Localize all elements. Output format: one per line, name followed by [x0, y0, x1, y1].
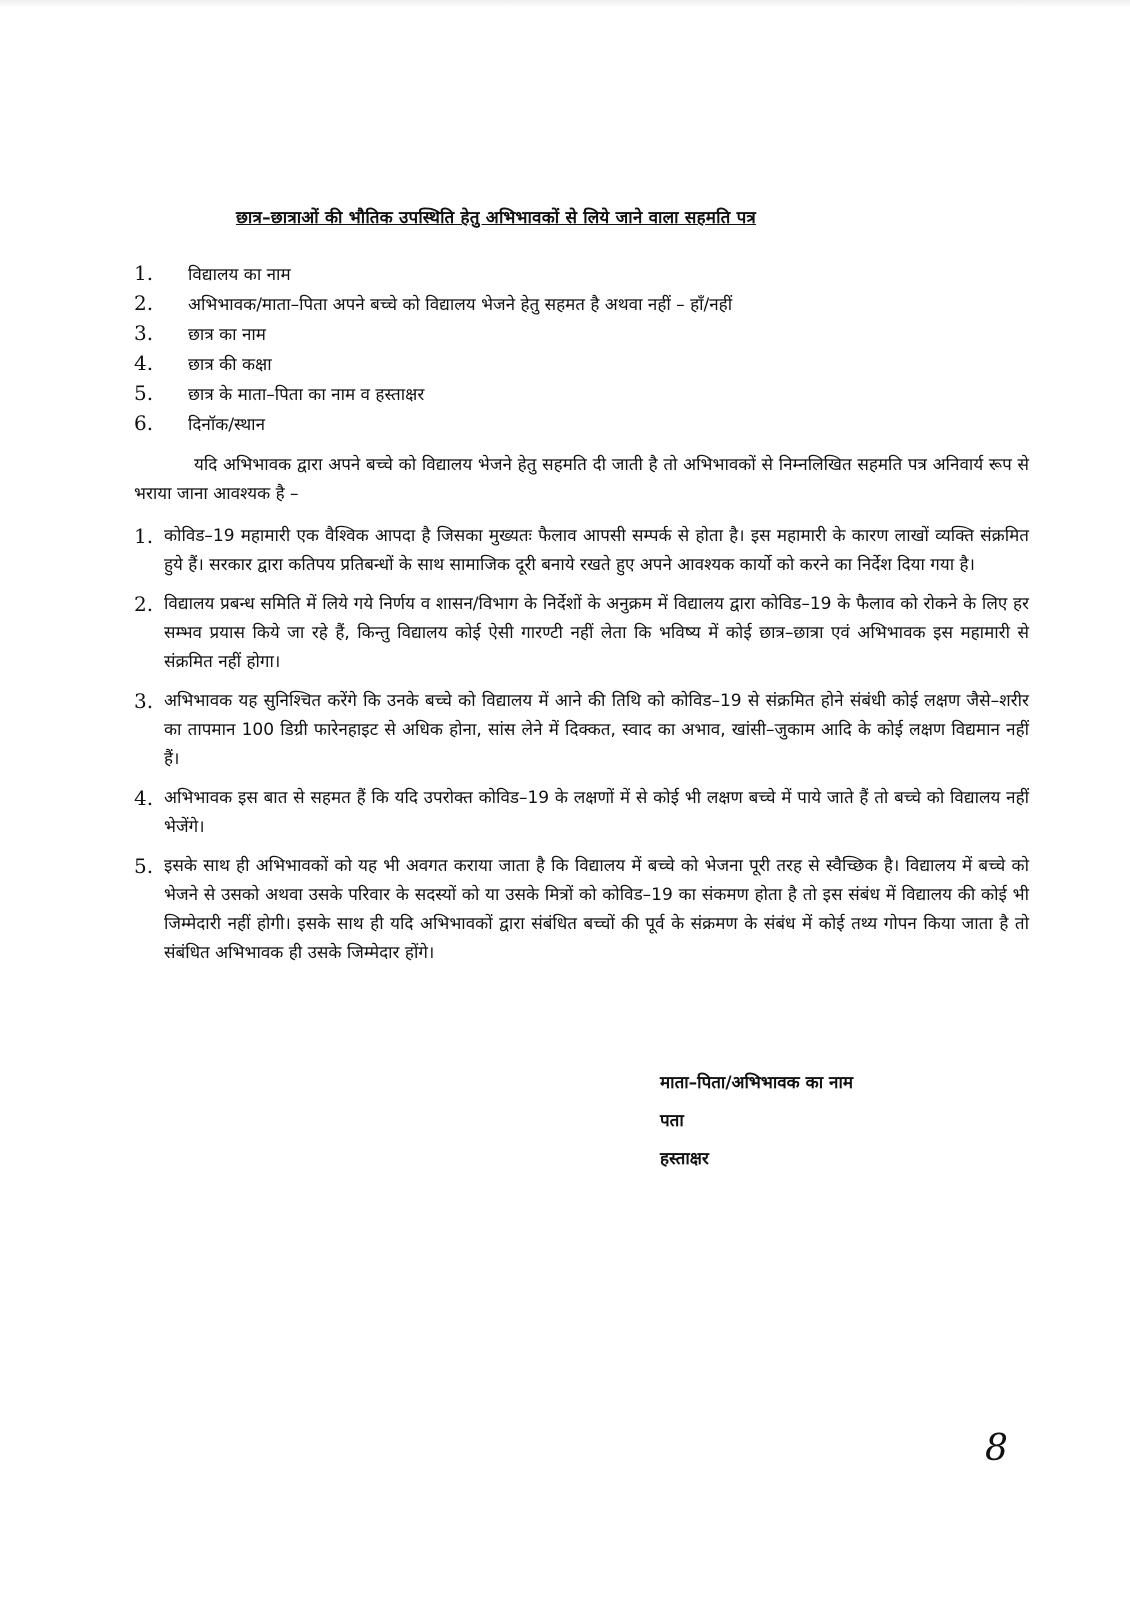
field-label: दिनॉक/स्थान [188, 414, 266, 435]
form-field-list [134, 258, 1034, 438]
form-field [134, 258, 1034, 288]
point-text: अभिभावक यह सुनिश्चित करेंगे कि उनके बच्चे को विद्यालय में आने की तिथि को कोविड–19 से संक्रमित होने संबंधी कोई लक्षण जैसे–शरीर का तापमान 100 डिग्री फारेनहाइट से अधिक होना, सांस लेने में दिक्कत, स्वाद का अभाव, खांसी–जुकाम आदि के कोई लक्षण विद्यमान नहीं हैं। [164, 691, 1029, 769]
point-number: 5. [134, 854, 154, 878]
point-number: 1. [134, 524, 154, 548]
scan-edge [0, 0, 1130, 8]
point-text: कोविड–19 महामारी एक वैश्विक आपदा है जिसका मुख्यतः फैलाव आपसी सम्पर्क से होता है। इस महामारी के कारण लाखों व्यक्ति संक्रमित हुये हैं। सरकार द्वारा कतिपय प्रतिबन्धों के साथ सामाजिक दूरी बनाये रखते हुए अपने आवश्यक कार्यो को करने का निर्देश दिया गया है। [164, 526, 1029, 575]
consent-points-list [134, 522, 1029, 968]
point-number: 4. [134, 786, 154, 810]
signature-label: हस्ताक्षर [660, 1149, 709, 1169]
page-number: 8 [985, 1428, 1008, 1469]
consent-point [134, 522, 1029, 580]
consent-point [134, 590, 1029, 677]
guardian-name-label: माता–पिता/अभिभावक का नाम [660, 1073, 854, 1093]
field-number: 4. [134, 351, 154, 375]
form-field [134, 378, 1034, 408]
signature-block [660, 1070, 990, 1184]
field-label: अभिभावक/माता–पिता अपने बच्चे को विद्यालय भेजने हेतु सहमत है अथवा नहीं – हाँ/नहीं [188, 294, 733, 315]
point-number: 3. [134, 689, 154, 713]
field-label: छात्र के माता–पिता का नाम व हस्ताक्षर [188, 384, 425, 405]
field-label: छात्र का नाम [188, 324, 266, 345]
consent-point [134, 784, 1029, 842]
point-number: 2. [134, 592, 154, 616]
consent-point [134, 687, 1029, 774]
form-field [134, 408, 1034, 438]
point-text: विद्यालय प्रबन्ध समिति में लिये गये निर्णय व शासन/विभाग के निर्देशों के अनुक्रम में विद्यालय द्वारा कोविड–19 के फैलाव को रोकने के लिए हर सम्भव प्रयास किये जा रहे हैं, किन्तु विद्यालय कोई ऐसी गारण्टी नहीं लेता कि भविष्य में कोई छात्र–छात्रा एवं अभिभावक इस महामारी से संक्रमित नहीं होगा। [164, 594, 1029, 672]
consent-point [134, 852, 1029, 968]
field-number: 5. [134, 381, 154, 405]
address-label: पता [660, 1111, 684, 1131]
form-field [134, 318, 1034, 348]
field-number: 6. [134, 411, 154, 435]
field-number: 3. [134, 321, 154, 345]
field-label: विद्यालय का नाम [188, 264, 291, 285]
point-text: अभिभावक इस बात से सहमत हैं कि यदि उपरोक्त कोविड–19 के लक्षणों में से कोई भी लक्षण बच्चे में पाये जाते हैं तो बच्चे को विद्यालय नहीं भेजेंगे। [164, 788, 1029, 837]
field-number: 1. [134, 261, 154, 285]
form-field [134, 348, 1034, 378]
form-field [134, 288, 1034, 318]
field-label: छात्र की कक्षा [188, 354, 272, 375]
intro-paragraph: यदि अभिभावक द्वारा अपने बच्चे को विद्यालय भेजने हेतु सहमति दी जाती है तो अभिभावकों से निम्नलिखित सहमति पत्र अनिवार्य रूप से भराया जाना आवश्यक है – [134, 455, 1029, 504]
field-number: 2. [134, 291, 154, 315]
point-text: इसके साथ ही अभिभावकों को यह भी अवगत कराया जाता है कि विद्यालय में बच्चे को भेजना पूरी तरह से स्वैच्छिक है। विद्यालय में बच्चे को भेजने से उसको अथवा उसके परिवार के सदस्यों को या उसके मित्रों को कोविड–19 का संकमण होता है तो इस संबंध में विद्यालय की कोई भी जिम्मेदारी नहीं होगी। इसके साथ ही यदि अभिभावकों द्वारा संबंधित बच्चों की पूर्व के संक्रमण के संबंध में कोई तथ्य गोपन किया जाता है तो संबंधित अभिभावक ही उसके जिम्मेदार होंगे। [164, 856, 1029, 963]
page-title: छात्र–छात्राओं की भौतिक उपस्थिति हेतु अभिभावकों से लिये जाने वाला सहमति पत्र [236, 208, 757, 228]
